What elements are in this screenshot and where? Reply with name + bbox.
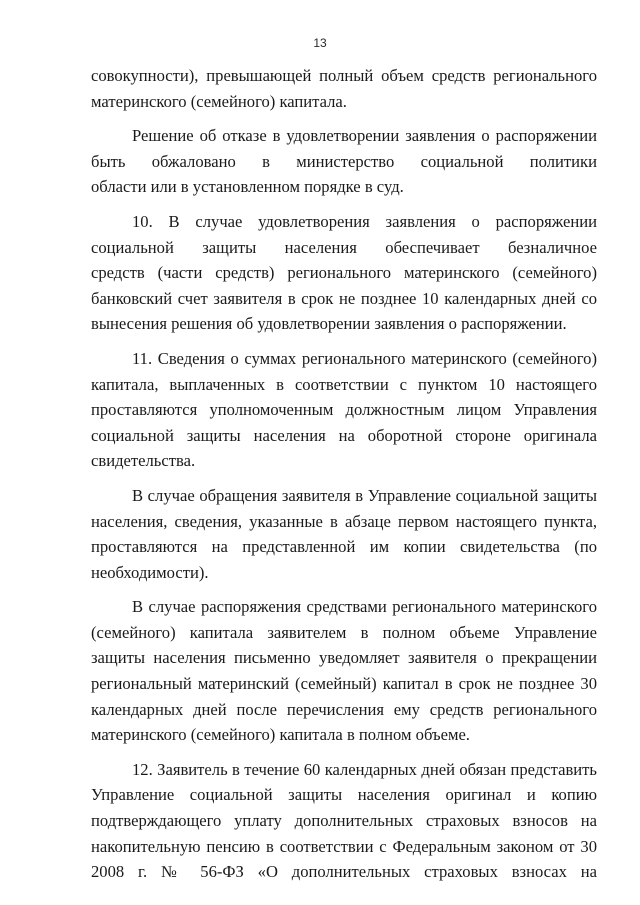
text-line: средств (части средств) регионального материнского (семейного) [91, 263, 597, 283]
paragraph [91, 594, 597, 748]
text-line: (семейного) капитала заявителем в полном объеме Управление [91, 622, 597, 642]
paragraph [91, 483, 597, 585]
text-line: региональный материнский (семейный) капитал в срок не позднее 30 [91, 674, 597, 694]
paragraph [91, 63, 597, 114]
text-line: 2008 г. № 56-ФЗ «О дополнительных страховых взносах на [91, 862, 597, 882]
text-line: Решение об отказе в удовлетворении заявления о распоряжении [132, 126, 597, 146]
text-line: свидетельства. [91, 451, 196, 471]
paragraph [91, 209, 597, 337]
text-line: В случае обращения заявителя в Управление социальной защиты [132, 485, 597, 505]
text-line: проставляются на представленной им копии свидетельства (по [91, 537, 597, 557]
page-number: 13 [313, 36, 327, 50]
text-line: материнского (семейного) капитала в полном объеме. [91, 725, 470, 745]
text-line: социальной защиты населения обеспечивает безналичное [91, 237, 597, 257]
text-line: 12. Заявитель в течение 60 календарных дней обязан представить [132, 759, 597, 779]
paragraph-gap [91, 114, 597, 123]
paragraph [91, 757, 597, 885]
text-line: банковский счет заявителя в срок не позднее 10 календарных дней со [91, 288, 597, 308]
text-line: вынесения решения об удовлетворении заявления о распоряжении. [91, 314, 567, 334]
text-line: проставляются уполномоченным должностным лицом Управления [91, 400, 597, 420]
text-line: 10. В случае удовлетворения заявления о распоряжении [132, 211, 597, 231]
text-line: капитала, выплаченных в соответствии с пунктом 10 настоящего [91, 374, 597, 394]
text-line: подтверждающего уплату дополнительных страховых взносов на [91, 811, 597, 831]
text-line: быть обжаловано в министерство социальной политики [91, 151, 597, 171]
text-line: защиты населения письменно уведомляет заявителя о прекращении [91, 648, 597, 668]
paragraph [91, 123, 597, 200]
text-line: 11. Сведения о суммах регионального материнского (семейного) [132, 348, 597, 368]
paragraph-gap [91, 748, 597, 757]
paragraph [91, 346, 597, 474]
text-line: населения, сведения, указанные в абзаце первом настоящего пункта, [91, 511, 597, 531]
text-line: совокупности), превышающей полный объем средств регионального [91, 66, 597, 85]
text-line: В случае распоряжения средствами регионального материнского [132, 597, 597, 617]
paragraph-gap [91, 337, 597, 346]
text-line: календарных дней после перечисления ему средств регионального [91, 699, 597, 719]
paragraph-gap [91, 200, 597, 209]
text-line: области или в установленном порядке в суд. [91, 177, 404, 197]
text-line: социальной защиты населения на оборотной стороне оригинала [91, 425, 597, 445]
text-line: необходимости). [91, 562, 209, 582]
document-body [91, 63, 597, 885]
paragraph-gap [91, 585, 597, 594]
paragraph-gap [91, 474, 597, 483]
text-line: материнского (семейного) капитала. [91, 91, 347, 111]
text-line: накопительную пенсию в соответствии с Федеральным законом от 30 [91, 836, 597, 856]
text-line: Управление социальной защиты населения оригинал и копию [91, 785, 597, 805]
